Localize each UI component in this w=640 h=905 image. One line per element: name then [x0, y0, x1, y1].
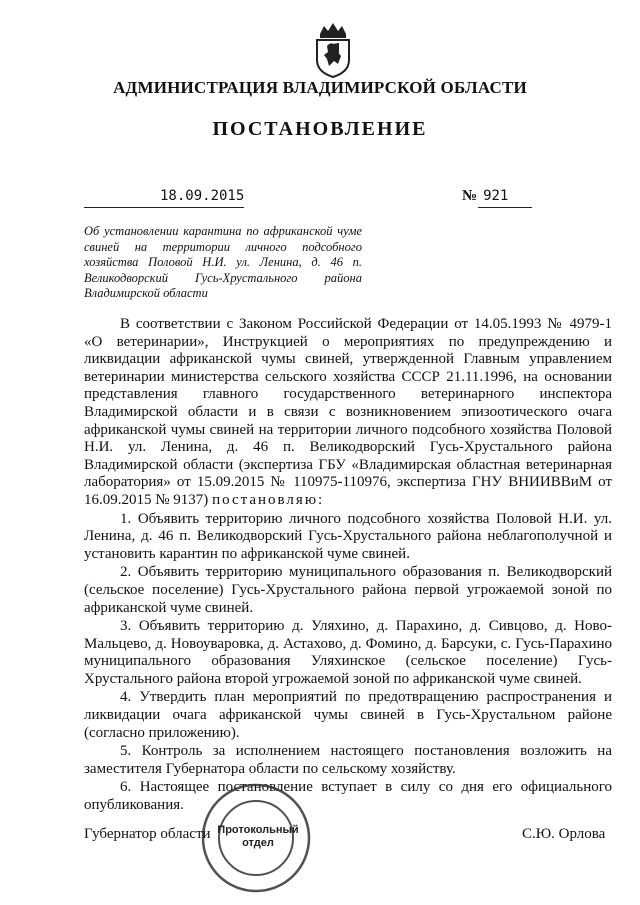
decree-word: постановляю:: [212, 491, 325, 508]
coat-of-arms-icon: [310, 20, 356, 80]
intro-paragraph: [84, 316, 612, 510]
document-type-title: ПОСТАНОВЛЕНИЕ: [212, 118, 428, 140]
list-item: 2. Объявить территорию муниципального образования п. Великодворский (сельское поселение) Гусь-Хрустального района первой угрожаемой зоной по африканской чуме свиней.: [84, 564, 612, 616]
number-sign: №: [462, 188, 478, 204]
date-underline: [84, 207, 244, 208]
document-number: [462, 188, 508, 205]
list-item: 3. Объявить территорию д. Уляхино, д. Парахино, д. Сивцово, д. Ново-Мальцево, д. Новоуваровка, д. Астахово, д. Фомино, д. Барсуки, с. Гусь-Парахино муниципального образования Уляхинское (сельское поселение) Гусь-Хрустального района второй угрожаемой зоной по африканской чуме свиней.: [84, 618, 612, 687]
document-subject: Об установлении карантина по африканской чуме свиней на территории личного подсобного хозяйства Половой Н.И. ул. Ленина, д. 46 п. Великодворский Гусь-Хрустального района Владимирской области: [84, 224, 362, 300]
number-value: 921: [483, 188, 509, 204]
list-item: 4. Утвердить план мероприятий по предотвращению распространения и ликвидации очага африканской чумы свиней в Гусь-Хрустальном районе (согласно приложению).: [84, 689, 612, 741]
signatory-position: Губернатор области: [84, 826, 211, 842]
list-item: 5. Контроль за исполнением настоящего постановления возложить на заместителя Губернатора области по сельскому хозяйству.: [84, 743, 612, 777]
intro-text: В соответствии с Законом Российской Федерации от 14.05.1993 № 4979-1 «О ветеринарии», Инструкцией о мероприятиях по предупреждению и ликвидации африканской чумы свиней, утвержденной Главным управлением ветеринарии министерства сельского хозяйства СССР 21.11.1996, на основании представления главного государственного ветеринарного инспектора Владимирской области и в связи с возникновением эпизоотического очага африканской чумы свиней на территории личного подсобного хозяйства Половой Н.И. ул. Ленина, д. 46 п. Великодворский Гусь-Хрустального района Владимирской области (экспертиза ГБУ «Владимирская областная ветеринарная лаборатория» от 15.09.2015 № 110975-110976, экспертиза ГНУ ВНИИВВиМ от 16.09.2015 № 9137): [84, 316, 612, 508]
list-item: 1. Объявить территорию личного подсобного хозяйства Половой Н.И. ул. Ленина, д. 46 п. Великодворский Гусь-Хрустального района неблагополучной и установить карантин по африканской чуме свиней.: [84, 510, 612, 562]
organization-name: АДМИНИСТРАЦИЯ ВЛАДИМИРСКОЙ ОБЛАСТИ: [113, 78, 527, 97]
list-item: 6. Настоящее постановление вступает в силу со дня его официального опубликования.: [84, 779, 612, 814]
number-underline: [478, 207, 532, 208]
stamp-text: Протокольный отдел: [217, 824, 299, 849]
document-date: 18.09.2015: [160, 188, 245, 204]
signatory-name: С.Ю. Орлова: [522, 826, 606, 842]
document-body: [84, 316, 612, 815]
